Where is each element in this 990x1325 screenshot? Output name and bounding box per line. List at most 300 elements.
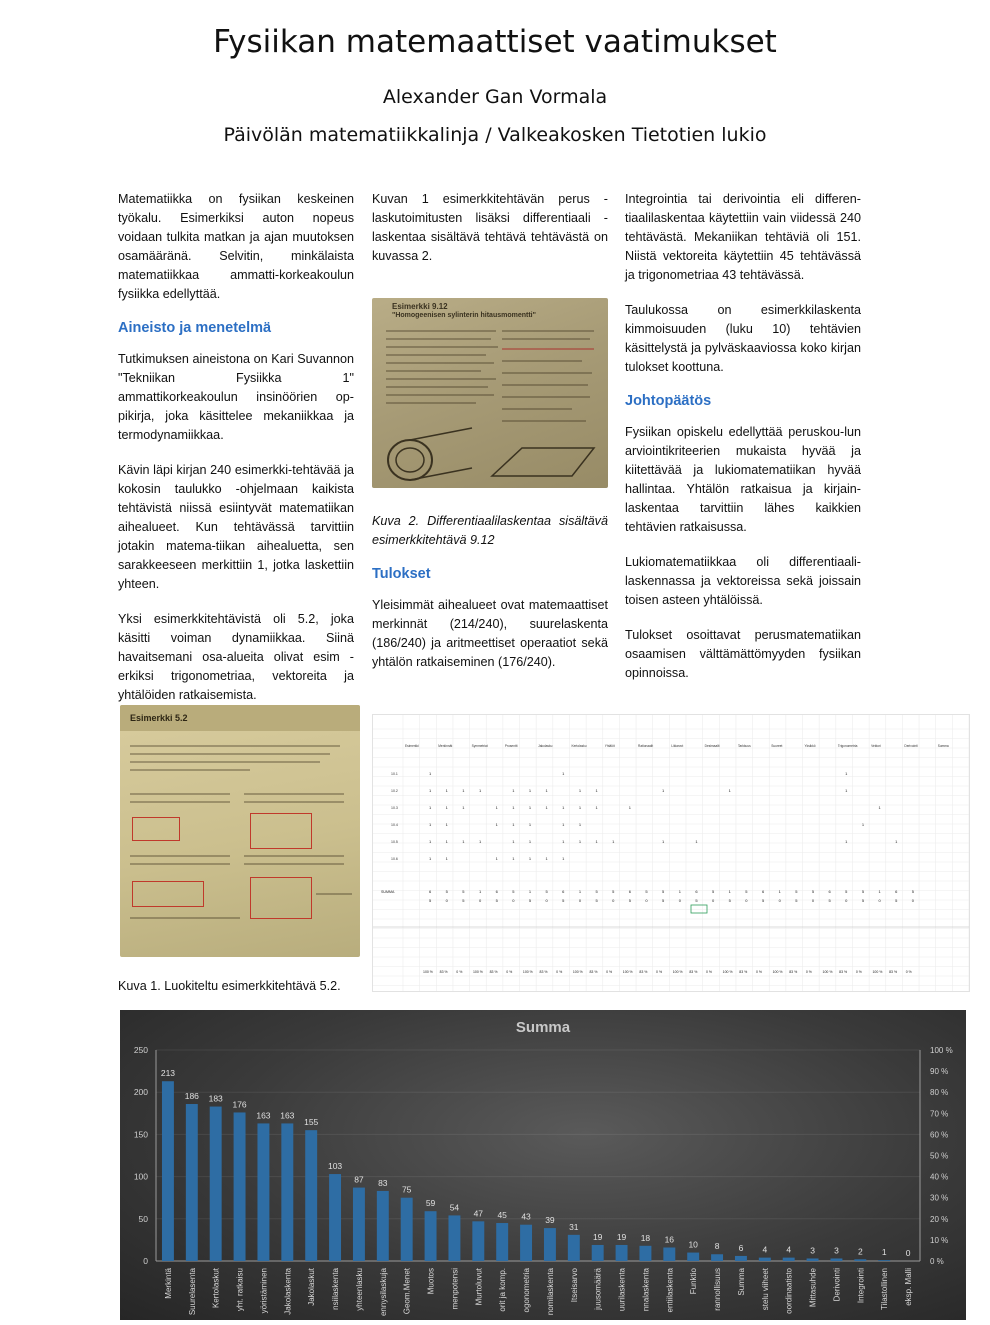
svg-text:83 %: 83 % (889, 970, 898, 974)
bar-value-label: 176 (232, 1099, 247, 1110)
y2-tick-label: 40 % (930, 1172, 949, 1182)
y2-tick-label: 50 % (930, 1151, 949, 1161)
y-tick-label: 0 (143, 1256, 148, 1266)
bar-value-label: 31 (569, 1221, 579, 1232)
figure-2-photo (372, 298, 608, 488)
bar-value-label: 39 (545, 1215, 555, 1226)
svg-text:5: 5 (795, 898, 798, 903)
svg-text:1: 1 (595, 788, 598, 793)
x-category-label: Derivointi (832, 1268, 842, 1302)
bar (807, 1258, 819, 1261)
svg-text:1: 1 (445, 856, 448, 861)
bar-value-label: 10 (688, 1239, 698, 1250)
svg-text:1: 1 (478, 839, 482, 844)
svg-text:5: 5 (429, 898, 432, 903)
svg-text:1: 1 (578, 805, 582, 810)
svg-text:0: 0 (545, 898, 548, 903)
svg-text:0: 0 (645, 898, 648, 903)
svg-text:0: 0 (678, 898, 681, 903)
svg-text:5: 5 (528, 898, 532, 903)
svg-text:100 %: 100 % (622, 970, 633, 974)
bar-value-label: 4 (762, 1244, 768, 1255)
column-1 (118, 190, 354, 721)
svg-text:6: 6 (429, 889, 432, 894)
svg-text:83 %: 83 % (539, 970, 548, 974)
bar (735, 1256, 747, 1261)
svg-text:0 %: 0 % (556, 970, 563, 974)
bar-value-label: 163 (256, 1110, 271, 1121)
x-category-label: nomilaskenta (545, 1268, 555, 1316)
svg-text:1: 1 (528, 805, 532, 810)
x-category-label: Itseisarvo (569, 1268, 579, 1303)
svg-text:1: 1 (878, 805, 881, 810)
svg-text:1: 1 (662, 788, 665, 793)
bar-chart (120, 1010, 966, 1320)
bar (544, 1228, 556, 1261)
svg-text:1: 1 (845, 788, 848, 793)
y-tick-label: 150 (133, 1129, 148, 1140)
svg-text:1: 1 (545, 788, 548, 793)
bar-value-label: 4 (786, 1244, 792, 1255)
svg-text:0: 0 (478, 898, 482, 903)
bar-value-label: 83 (378, 1177, 388, 1188)
svg-text:1: 1 (562, 839, 565, 844)
bar-value-label: 163 (280, 1110, 295, 1121)
bar-value-label: 16 (664, 1234, 675, 1245)
svg-text:1: 1 (528, 839, 532, 844)
y2-tick-label: 80 % (930, 1088, 949, 1098)
svg-text:1: 1 (662, 839, 665, 844)
sheet-header-cell: Desimaalit (704, 744, 720, 748)
svg-text:1: 1 (512, 788, 515, 793)
x-category-label: ennysilaskuja (378, 1268, 388, 1317)
svg-text:1: 1 (462, 788, 465, 793)
bar-value-label: 103 (327, 1161, 343, 1172)
bar-value-label: 59 (425, 1198, 436, 1209)
bar (520, 1225, 532, 1261)
svg-text:5: 5 (895, 898, 898, 903)
svg-text:83 %: 83 % (689, 970, 698, 974)
bar (878, 1260, 890, 1261)
svg-text:1: 1 (695, 839, 698, 844)
svg-text:10.2: 10.2 (391, 789, 398, 793)
svg-text:5: 5 (745, 889, 748, 894)
bar (257, 1123, 269, 1261)
sheet-header-cell: Yhtälöt (604, 744, 615, 748)
sheet-header-cell: Esimerkki (405, 744, 419, 748)
cylinder-diagram-icon (372, 298, 608, 488)
x-category-label: yht. ratkaisu (235, 1268, 245, 1312)
svg-text:1: 1 (462, 805, 465, 810)
sheet-header-cell: Tarkkuus (737, 744, 751, 748)
svg-text:1: 1 (512, 822, 515, 827)
svg-text:1: 1 (478, 788, 482, 793)
sheet-header-cell: Symmetriat (471, 744, 488, 748)
svg-text:83 %: 83 % (789, 970, 798, 974)
svg-text:5: 5 (828, 898, 831, 903)
svg-text:100 %: 100 % (423, 970, 433, 974)
conclusion-paragraph-2: Lukiomatematiikkaa oli differentiaali-laskennassa ja vektoreissa sekä joissain toisen asteen yhtälöissä. (625, 555, 861, 607)
svg-text:1: 1 (595, 805, 598, 810)
svg-text:5: 5 (612, 889, 615, 894)
spreadsheet-grid (373, 715, 969, 991)
svg-text:1: 1 (495, 805, 498, 810)
bar (830, 1258, 842, 1261)
x-category-label: Muotos (426, 1268, 436, 1295)
svg-text:100 %: 100 % (572, 970, 583, 974)
svg-text:1: 1 (429, 856, 432, 861)
column-2 (372, 190, 608, 282)
sheet-header-cell: Trigonometria (837, 744, 858, 748)
sheet-header-cell: Vektori (871, 744, 881, 748)
bar (234, 1112, 246, 1261)
svg-text:1: 1 (429, 805, 432, 810)
svg-text:5: 5 (628, 898, 631, 903)
x-category-label: oordinaatisto (784, 1268, 794, 1314)
x-category-label: Jakolaskut (307, 1268, 317, 1306)
svg-text:83 %: 83 % (639, 970, 648, 974)
svg-text:1: 1 (429, 839, 432, 844)
svg-text:1: 1 (528, 822, 532, 827)
y-tick-label: 250 (133, 1045, 148, 1055)
svg-text:1: 1 (562, 856, 565, 861)
svg-text:0 %: 0 % (905, 970, 912, 974)
svg-text:5: 5 (512, 889, 515, 894)
bar (783, 1258, 795, 1261)
bar (687, 1253, 699, 1261)
svg-text:1: 1 (462, 839, 465, 844)
bar (854, 1259, 866, 1261)
conclusion-paragraph-3: Tulokset osoittavat perusmatematiikan osaamisen välttämättömyyden fysiikan opinnoissa. (625, 628, 861, 680)
bar (568, 1235, 580, 1261)
svg-text:1: 1 (678, 889, 681, 894)
y2-tick-label: 100 % (930, 1046, 953, 1055)
bar (616, 1245, 628, 1261)
bar-value-label: 0 (905, 1248, 911, 1258)
svg-text:6: 6 (895, 889, 898, 894)
bar-value-label: 18 (640, 1232, 651, 1243)
svg-text:0: 0 (445, 898, 448, 903)
svg-text:100 %: 100 % (472, 970, 483, 974)
svg-text:1: 1 (562, 771, 565, 776)
table-paragraph: Taulukossa on esimerkkilaskenta kimmoisuuden (luku 10) tehtävien käsittelystä ja pylväskaaviossa koko kirjan tulokset koottuna. (625, 303, 861, 374)
bar-value-label: 19 (592, 1231, 603, 1242)
x-category-label: yhteenlasku (354, 1268, 364, 1311)
bar-value-label: 6 (738, 1242, 744, 1253)
svg-text:5: 5 (545, 889, 548, 894)
svg-text:1: 1 (578, 839, 582, 844)
x-category-label: Mittasuhde (808, 1268, 818, 1308)
svg-text:1: 1 (778, 889, 781, 894)
sheet-header-cell: Summa (937, 744, 949, 748)
x-category-label: nsiilaskenta (331, 1268, 341, 1310)
sheet-header-cell: Derivointi (904, 744, 918, 748)
svg-text:1: 1 (528, 889, 532, 894)
bar (472, 1221, 484, 1261)
bar-value-label: 47 (473, 1208, 484, 1219)
svg-text:0: 0 (712, 898, 715, 903)
calculus-paragraph: Integrointia tai derivointia eli differen-tiaalilaskentaa käytettiin vain viidessä 240 tehtävästä. Mekaniikan tehtäviä oli 151. Niistä vektoreita käytettiin 45 tehtävässä ja trigonometriaa 43 tehtävässä. (625, 192, 861, 282)
svg-text:5: 5 (645, 889, 648, 894)
svg-text:0: 0 (911, 898, 914, 903)
bar-value-label: 19 (616, 1231, 627, 1242)
svg-text:0: 0 (878, 898, 881, 903)
x-category-label: yöristäminen (259, 1268, 269, 1314)
svg-text:5: 5 (861, 889, 865, 894)
svg-text:1: 1 (845, 771, 848, 776)
svg-text:5: 5 (662, 889, 665, 894)
svg-text:100 %: 100 % (872, 970, 883, 974)
figure-1-photo (120, 705, 360, 957)
svg-text:1: 1 (478, 889, 482, 894)
bar-chart-svg (120, 1010, 966, 1320)
figure-1-caption: Kuva 1. Luokiteltu esimerkkitehtävä 5.2. (118, 979, 341, 993)
svg-text:10.4: 10.4 (391, 823, 398, 827)
svg-text:5: 5 (562, 898, 565, 903)
svg-text:83 %: 83 % (489, 970, 498, 974)
bar (305, 1130, 317, 1261)
x-category-label: uurilaskenta (617, 1268, 627, 1312)
svg-text:6: 6 (628, 889, 631, 894)
svg-text:1: 1 (445, 788, 448, 793)
svg-text:5: 5 (761, 898, 765, 903)
svg-text:1: 1 (495, 856, 498, 861)
bar (448, 1215, 460, 1261)
y2-tick-label: 20 % (930, 1214, 949, 1224)
bar-value-label: 54 (449, 1202, 460, 1213)
svg-text:6: 6 (695, 889, 698, 894)
svg-text:5: 5 (595, 898, 598, 903)
affiliation: Päivölän matematiikkalinja / Valkeakosken Tietotien lukio (223, 124, 767, 146)
svg-text:0 %: 0 % (755, 970, 762, 974)
svg-text:83 %: 83 % (739, 970, 748, 974)
y2-tick-label: 70 % (930, 1109, 949, 1119)
svg-text:1: 1 (512, 839, 515, 844)
y2-tick-label: 0 % (930, 1257, 944, 1266)
svg-text:1: 1 (528, 856, 532, 861)
bar (592, 1245, 604, 1261)
chart-title: Summa (515, 1019, 571, 1036)
x-category-label: nnalaskenta (641, 1268, 651, 1312)
svg-text:1: 1 (512, 856, 515, 861)
x-category-label: stelu viiheet (760, 1268, 770, 1311)
bar-value-label: 75 (401, 1184, 412, 1195)
results-paragraph: Yleisimmät aihealueet ovat matemaattiset merkinnät (214/240), suurelaskenta (186/240) ja aritmeettiset operaatiot sekä yhtälön ratkaiseminen (176/240). (372, 598, 608, 669)
conclusion-paragraph-1: Fysiikan opiskelu edellyttää peruskou-lun arviointikriteerien mukaista hyvää ja kiitettävää ja lukiomatematiikan hyvää hallintaa. Yhtälön ratkaisua ja kirjain-laskentaa tarvittiin lähes kaikkien tehtävien ratkaisussa. (625, 425, 861, 534)
svg-text:1: 1 (628, 805, 631, 810)
svg-text:1: 1 (545, 805, 548, 810)
svg-text:0: 0 (512, 898, 515, 903)
svg-text:100 %: 100 % (672, 970, 683, 974)
svg-text:0 %: 0 % (606, 970, 613, 974)
section-heading-johtopaatos: Johtopäätös (625, 393, 712, 409)
figure-intro-paragraph: Kuvan 1 esimerkkitehtävän perus -laskutoimitusten lisäksi differentiaali -laskentaa sisältävä tehtävä tehtävästä on kuvassa 2. (372, 192, 608, 263)
section-heading-tulokset: Tulokset (372, 566, 431, 582)
svg-text:1: 1 (545, 856, 548, 861)
bar-value-label: 87 (354, 1174, 364, 1185)
svg-text:5: 5 (795, 889, 798, 894)
bar (377, 1191, 389, 1261)
y2-tick-label: 60 % (930, 1130, 949, 1140)
svg-text:1: 1 (612, 839, 615, 844)
svg-text:0: 0 (578, 898, 582, 903)
svg-text:10.3: 10.3 (391, 806, 398, 810)
bar (663, 1247, 675, 1261)
svg-text:1: 1 (562, 805, 565, 810)
column-2-lower (372, 512, 608, 688)
x-category-label: Geom.Menet (402, 1268, 412, 1315)
sheet-header-cell: Rationaalit (638, 744, 654, 748)
x-category-label: Suurelasenta (187, 1268, 197, 1316)
svg-text:0: 0 (745, 898, 748, 903)
svg-text:0 %: 0 % (855, 970, 862, 974)
photo-heading: Esimerkki 9.12 (392, 302, 448, 311)
bar (496, 1223, 508, 1261)
svg-text:1: 1 (845, 839, 848, 844)
bar (759, 1258, 771, 1261)
svg-text:0 %: 0 % (656, 970, 663, 974)
y-tick-label: 200 (133, 1087, 148, 1098)
photo-subheading: "Homogeenisen sylinterin hitausmomentti" (392, 312, 536, 319)
bar (210, 1107, 222, 1261)
svg-text:6: 6 (828, 889, 831, 894)
spreadsheet-table (372, 714, 970, 992)
bar (711, 1254, 723, 1261)
bar (162, 1081, 174, 1261)
svg-text:83 %: 83 % (839, 970, 848, 974)
svg-text:1: 1 (728, 889, 731, 894)
photo-heading: Esimerkki 5.2 (130, 713, 188, 723)
x-category-label: Funktio (689, 1268, 699, 1295)
svg-text:0 %: 0 % (456, 970, 463, 974)
bar-value-label: 3 (834, 1245, 839, 1256)
bar (353, 1188, 365, 1261)
svg-text:5: 5 (445, 889, 448, 894)
bar (281, 1123, 293, 1261)
x-category-label: Jakolaskenta (283, 1268, 293, 1315)
bar-value-label: 1 (881, 1247, 887, 1258)
example-paragraph: Yksi esimerkkitehtävistä oli 5.2, joka käsitti voiman dynamiikkaa. Siinä havaitsemani osa-alueita olivat esim -erkiksi trigonometriaa, vektoreita ja yhtälöiden ratkaisemista. (118, 612, 354, 702)
x-category-label: Murtoluvut (474, 1268, 484, 1306)
sheet-header-cell: Suureet (771, 744, 783, 748)
x-category-label: menpotensi (450, 1268, 460, 1310)
bar (639, 1246, 651, 1261)
svg-text:5: 5 (695, 898, 698, 903)
svg-text:1: 1 (445, 839, 448, 844)
x-category-label: Summa (736, 1268, 746, 1296)
bar-value-label: 45 (497, 1210, 507, 1221)
svg-text:5: 5 (845, 889, 848, 894)
method-paragraph: Kävin läpi kirjan 240 esimerkki-tehtävää ja kokosin taulukko -ohjelmaan kaikista tehtävistä niissä esiintyvät matematiikan aihealueet. Kun tehtävässä tarvittiin jotakin matema-tiikan aihealuetta, sen sarakkeeseen merkittiin 1, jotka laskettiin yhteen. (118, 463, 354, 591)
svg-text:1: 1 (728, 788, 731, 793)
svg-text:1: 1 (429, 788, 432, 793)
bar-value-label: 3 (810, 1245, 815, 1256)
svg-text:5: 5 (462, 898, 465, 903)
svg-text:83 %: 83 % (589, 970, 598, 974)
svg-text:1: 1 (429, 822, 432, 827)
y2-tick-label: 30 % (930, 1193, 949, 1203)
svg-text:100 %: 100 % (822, 970, 833, 974)
svg-text:5: 5 (712, 889, 715, 894)
sheet-header-cell: Jakolasku (538, 744, 553, 748)
bar (425, 1211, 437, 1261)
x-category-label: juusomäärä (593, 1268, 603, 1310)
svg-text:1: 1 (595, 839, 598, 844)
svg-text:1: 1 (445, 805, 448, 810)
svg-text:5: 5 (595, 889, 598, 894)
svg-text:6: 6 (562, 889, 565, 894)
svg-text:5: 5 (861, 898, 865, 903)
bar-value-label: 43 (521, 1211, 531, 1222)
svg-text:1: 1 (562, 822, 565, 827)
x-category-label: entiilaskenta (665, 1268, 675, 1313)
svg-text:5: 5 (662, 898, 665, 903)
bar-value-label: 8 (714, 1241, 720, 1252)
sheet-header-cell: Likiarvot (671, 744, 684, 748)
x-category-label: Kertolaskut (211, 1268, 221, 1309)
svg-text:1: 1 (578, 788, 582, 793)
bar-value-label: 186 (184, 1091, 199, 1102)
material-paragraph: Tutkimuksen aineistona on Kari Suvannon "Tekniikan Fysiikka 1" ammattikorkeakoulun insinöörien op-pikirja, joka käsittelee mekaniikkaa ja termodynamiikkaa. (118, 352, 354, 442)
x-category-label: rannollisuus (713, 1268, 723, 1311)
svg-text:1: 1 (578, 822, 582, 827)
intro-paragraph: Matematiikka on fysiikan keskeinen työkalu. Esimerkiksi auton nopeus voidaan tulkita matkan ja ajan muutoksen osamääränä. Selvitin, minkälaista matematiikkaa ammatti-korkeakoulun fysiikka edellyttää. (118, 192, 354, 301)
sheet-header-cell: Merkinnät (438, 744, 453, 748)
svg-text:1: 1 (895, 839, 898, 844)
svg-text:1: 1 (445, 822, 448, 827)
svg-text:1: 1 (578, 889, 582, 894)
svg-text:0: 0 (845, 898, 848, 903)
svg-text:5: 5 (495, 898, 498, 903)
svg-text:0: 0 (612, 898, 615, 903)
sheet-summa-label: SUMMA (381, 890, 395, 894)
bar (329, 1174, 341, 1261)
svg-text:0: 0 (811, 898, 815, 903)
svg-text:1: 1 (878, 889, 881, 894)
svg-text:10.6: 10.6 (391, 857, 398, 861)
bar (186, 1104, 198, 1261)
svg-text:100 %: 100 % (522, 970, 533, 974)
svg-text:1: 1 (429, 771, 432, 776)
section-heading-aineisto: Aineisto ja menetelmä (118, 320, 272, 336)
y2-tick-label: 10 % (930, 1235, 949, 1245)
svg-text:10.1: 10.1 (391, 772, 398, 776)
svg-text:10.5: 10.5 (391, 840, 398, 844)
svg-text:0: 0 (778, 898, 781, 903)
x-category-label: Integrointi (856, 1268, 866, 1304)
svg-text:6: 6 (495, 889, 498, 894)
svg-text:0 %: 0 % (506, 970, 513, 974)
bar-value-label: 155 (304, 1117, 319, 1128)
svg-text:5: 5 (728, 898, 731, 903)
y-tick-label: 50 (138, 1213, 148, 1224)
svg-text:83 %: 83 % (439, 970, 448, 974)
sheet-header-cell: Prosentit (504, 744, 518, 748)
y2-tick-label: 90 % (930, 1067, 949, 1077)
sheet-header-cell: Yksikkö (804, 744, 816, 748)
svg-text:5: 5 (911, 889, 914, 894)
x-category-label: ogonometria (522, 1268, 532, 1313)
svg-text:0 %: 0 % (706, 970, 713, 974)
x-category-label: eksp. Malli (904, 1268, 914, 1306)
bar-value-label: 2 (857, 1246, 863, 1257)
svg-text:5: 5 (811, 889, 815, 894)
column-3 (625, 190, 861, 699)
svg-text:100 %: 100 % (772, 970, 783, 974)
page-title: Fysiikan matemaattiset vaatimukset (213, 24, 777, 60)
svg-text:5: 5 (462, 889, 465, 894)
svg-text:1: 1 (528, 788, 532, 793)
